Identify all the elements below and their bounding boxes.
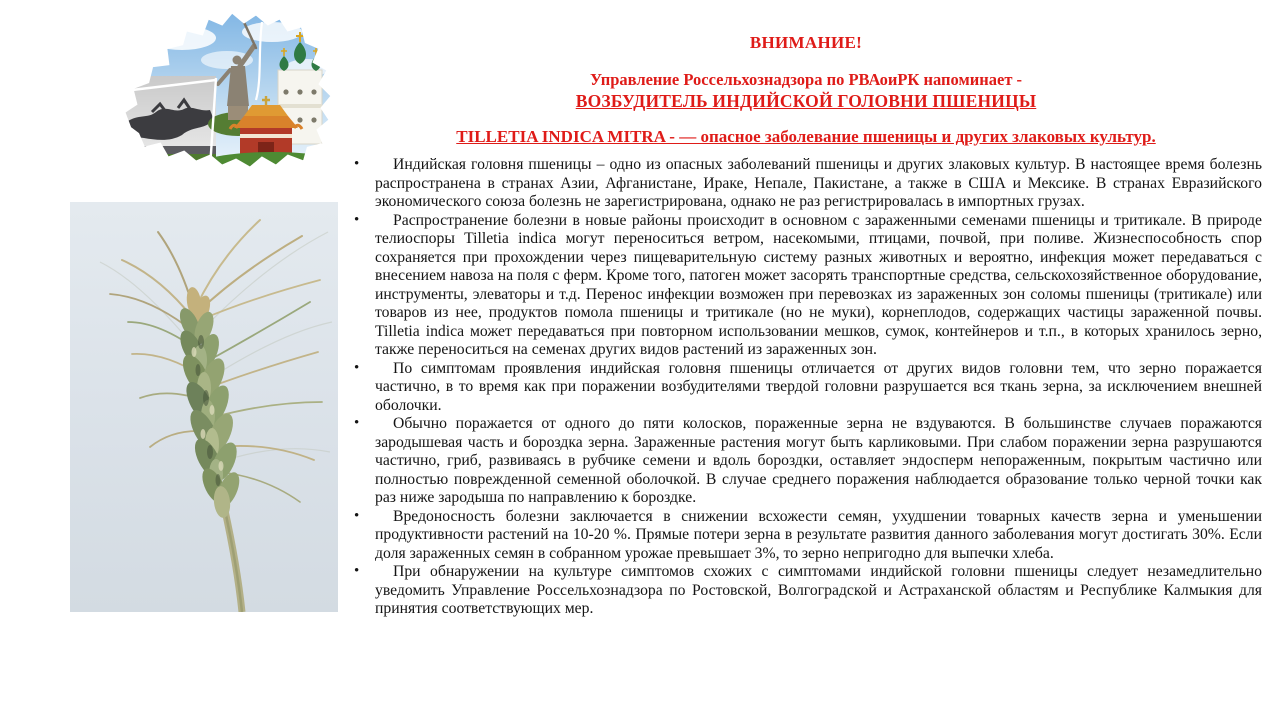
attention-heading: ВНИМАНИЕ!	[749, 33, 863, 52]
bullet-marker: •	[354, 156, 360, 172]
paragraph-text: Обычно поражается от одного до пяти колосков, пораженные зерна не вздуваются. В большинстве случаев поражаются зародышевая часть и бороздка зерна. Зараженные растения могут быть карликовыми. При слабом поражении зерна разрушаются частично, гриб, развиваясь в рубчике семени и вдоль бороздки, оставляет эндосперм непораженным, покрытым частично или полностью поврежденной семенной оболочкой. В случае среднего поражения наблюдается образование только черной точки как раз ниже зародыша по направлению к бороздке.	[375, 415, 1262, 506]
list-item	[349, 415, 1262, 508]
bullet-marker: •	[354, 415, 360, 431]
paragraph-text: При обнаружении на культуре симптомов схожих с симптомами индийской головни пшеницы следует незамедлительно уведомить Управление Россельхознадзора по Ростовской, Волгоградской и Астраханской областям и Республике Калмыкия для принятия соответствующих мер.	[375, 563, 1262, 617]
bullet-marker: •	[354, 507, 360, 524]
bullet-marker: •	[354, 359, 360, 376]
bullet-list	[349, 156, 1262, 619]
bullet-marker: •	[354, 211, 360, 228]
list-item	[349, 360, 1262, 416]
list-item	[349, 156, 1262, 212]
header-block	[348, 33, 1264, 147]
list-item	[349, 212, 1262, 360]
list-item	[349, 563, 1262, 619]
regions-collage-image	[122, 8, 334, 172]
bullet-marker: •	[354, 563, 360, 579]
wheat-ear-photo	[70, 202, 338, 612]
paragraph-text: Вредоносность болезни заключается в снижении всхожести семян, ухудшении товарных качеств зерна и уменьшении продуктивности растений на 10-20 %. Прямые потери зерна в результате развития данного заболевания могут достигать 30%. Если доля зараженных семян в собранном урожае превышает 3%, то зерно непригодно для выпечки хлеба.	[375, 507, 1262, 562]
disease-title: ВОЗБУДИТЕЛЬ ИНДИЙСКОЙ ГОЛОВНИ ПШЕНИЦЫ	[575, 91, 1037, 111]
paragraph-text: По симптомам проявления индийская головня пшеницы отличается от других видов головни тем, что зерно поражается частично, в то время как при поражении возбудителями твердой головни разрушается вся ткань зерна, за исключением внешней оболочки.	[375, 359, 1262, 414]
paragraph-text: Распространение болезни в новые районы происходит в основном с зараженными семенами пшеницы и тритикале. В природе телиоспоры Tilletia indica могут переноситься ветром, насекомыми, птицами, почвой, при поливе. Жизнеспособность спор сохраняется при прохождении через пищеварительную систему разных животных и вероятно, инфекция может передаваться с внесением навоза на поля с ферм. Кроме того, патоген может засорять транспортные средства, сельскохозяйственное оборудование, инструменты, элеваторы и т.д. Перенос инфекции возможен при перевозках из зараженных зон соломы пшеницы (тритикале) или товаров из нее, продуктов помола пшеницы и тритикале (но не муки), корнеплодов, содержащих частицы зараженной почвы. Tilletia indica может передаваться при повторном использовании мешков, сумок, контейнеров и т.п., в которых хранилось зерно, также переноситься на семенах других видов растений из зараженных зон.	[375, 211, 1262, 358]
list-item	[349, 508, 1262, 564]
agency-subtitle: Управление Россельхознадзора по РВАоиРК напоминает -	[589, 70, 1023, 89]
latin-name-title: TILLETIA INDICA MITRA - — опасное заболевание пшеницы и других злаковых культур.	[456, 127, 1156, 146]
paragraph-text: Индийская головня пшеницы – одно из опасных заболеваний пшеницы и других злаковых культур. В настоящее время болезнь распространена в странах Азии, Афганистане, Ираке, Непале, Пакистане, а также в США и Мексике. В странах Евразийского экономического союза болезнь не зарегистрирована, однако не раз регистрировалась в импортных грузах.	[375, 156, 1262, 210]
